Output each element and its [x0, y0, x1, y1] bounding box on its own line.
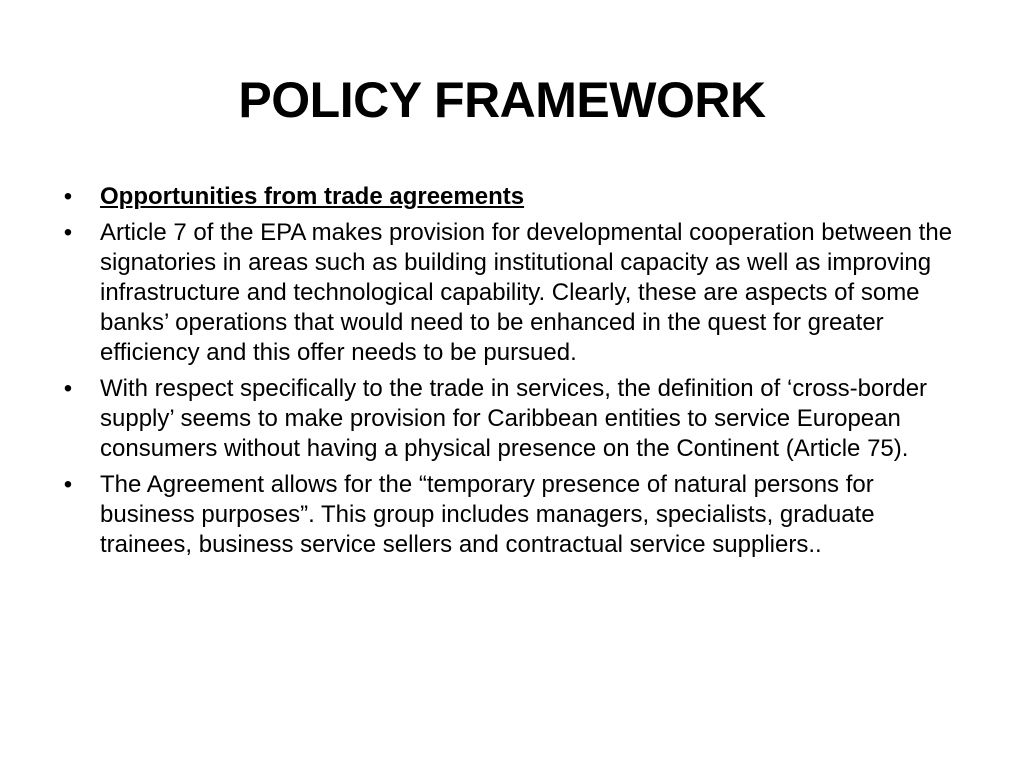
bullet-item-cross-border — [58, 374, 968, 464]
bullet-item-heading — [58, 182, 968, 212]
bullet-dot-icon: • — [63, 219, 73, 246]
bullet-text: With respect specifically to the trade in services, the definition of ‘cross-border supply’ seems to make provision for Caribbean entities to service European consumers without having a physical presence on the Continent (Article 75). — [100, 375, 928, 462]
bullet-text: The Agreement allows for the “temporary presence of natural persons for business purposes”. This group includes managers, specialists, graduate trainees, business service sellers and contractual service suppliers.. — [100, 471, 875, 558]
bullet-text: Article 7 of the EPA makes provision for developmental cooperation between the signatories in areas such as building institutional capacity as well as improving infrastructure and technological capability. Clearly, these are aspects of some banks’ operations that would need to be enhanced in the quest for greater efficiency and this offer needs to be pursued. — [100, 219, 953, 366]
bullet-dot-icon: • — [63, 183, 73, 210]
bullet-item-temporary-presence — [58, 470, 968, 560]
bullet-heading-text: Opportunities from trade agreements — [100, 183, 525, 210]
bullet-dot-icon: • — [63, 375, 73, 402]
bullet-list — [58, 182, 968, 566]
bullet-item-article-7 — [58, 218, 968, 368]
bullet-dot-icon: • — [63, 471, 73, 498]
slide-title: POLICY FRAMEWORK — [238, 72, 766, 128]
